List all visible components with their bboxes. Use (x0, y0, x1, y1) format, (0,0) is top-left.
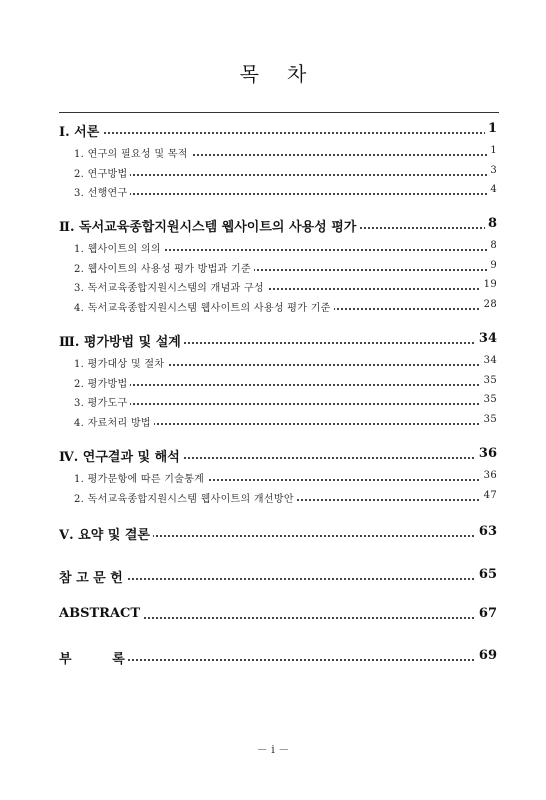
page-title (0, 58, 546, 87)
entry-label: 참 고 문 헌 (59, 567, 126, 586)
toc-subsection-3-4 (0, 414, 546, 434)
entry-page-number: 69 (476, 648, 497, 663)
entry-label: Ⅲ. 평가방법 및 설계 (59, 331, 184, 350)
entry-label: ABSTRACT (59, 606, 143, 621)
entry-page-number: 35 (481, 394, 497, 405)
dot-leader (74, 403, 494, 405)
title-right: 차 (287, 62, 307, 86)
entry-page-number: 34 (481, 355, 497, 366)
entry-page-number: 34 (476, 331, 497, 346)
toc-section-2 (0, 216, 546, 236)
page-number-footer: － i － (256, 743, 290, 756)
title-left: 목 (239, 62, 259, 86)
entry-label: 4. 독서교육종합지원시스템 웹사이트의 사용성 평가 기준 (74, 299, 334, 314)
entry-label: 2. 웹사이트의 사용성 평가 방법과 기준 (74, 260, 254, 275)
toc-extra-3 (0, 648, 546, 668)
entry-page-number: 65 (476, 567, 497, 582)
entry-page-number: 3 (487, 165, 497, 176)
entry-page-number: 1 (487, 145, 497, 156)
entry-page-number: 47 (481, 490, 497, 501)
entry-page-number: 4 (487, 184, 497, 195)
entry-page-number: 63 (476, 524, 497, 539)
top-rule (59, 112, 499, 113)
entry-page-number: 9 (487, 260, 497, 271)
dot-leader (74, 174, 494, 176)
toc-subsection-2-1 (0, 240, 546, 260)
toc-extra-1 (0, 567, 546, 587)
entry-page-number: 19 (481, 279, 497, 290)
toc-section-3 (0, 331, 546, 351)
toc-subsection-4-1 (0, 470, 546, 490)
toc-subsection-3-2 (0, 375, 546, 395)
entry-label: 3. 평가도구 (74, 394, 130, 409)
toc-subsection-2-3 (0, 279, 546, 299)
toc-subsection-1-2 (0, 165, 546, 185)
toc-subsection-2-4 (0, 299, 546, 319)
toc-subsection-2-2 (0, 260, 546, 280)
entry-page-number: 36 (481, 470, 497, 481)
dot-leader (74, 193, 494, 195)
entry-label: 1. 웹사이트의 의의 (74, 240, 164, 255)
entry-page-number: 67 (476, 606, 497, 621)
toc-subsection-4-2 (0, 490, 546, 510)
entry-label: 3. 선행연구 (74, 184, 130, 199)
toc-section-5 (0, 524, 546, 544)
entry-label: 1. 연구의 필요성 및 목적 (74, 145, 191, 160)
entry-label: 2. 연구방법 (74, 165, 130, 180)
entry-page-number: 1 (485, 121, 497, 136)
toc-subsection-3-3 (0, 394, 546, 414)
toc-section-1 (0, 121, 546, 141)
entry-label: 1. 평가문항에 따른 기술통계 (74, 470, 207, 485)
entry-label: 4. 자료처리 방법 (74, 414, 154, 429)
toc-subsection-3-1 (0, 355, 546, 375)
entry-label: 부 록 (59, 648, 128, 667)
entry-label: 3. 독서교육종합지원시스템의 개념과 구성 (74, 279, 267, 294)
entry-label: Ⅴ. 요약 및 결론 (59, 524, 153, 543)
entry-page-number: 36 (476, 446, 497, 461)
toc-subsection-1-1 (0, 145, 546, 165)
entry-label: 2. 독서교육종합지원시스템 웹사이트의 개선방안 (74, 490, 297, 505)
entry-label: 2. 평가방법 (74, 375, 130, 390)
entry-label: Ⅱ. 독서교육종합지원시스템 웹사이트의 사용성 평가 (59, 216, 359, 235)
entry-page-number: 35 (481, 375, 497, 386)
toc-extra-2 (0, 606, 546, 626)
entry-page-number: 28 (481, 299, 497, 310)
entry-page-number: 35 (481, 414, 497, 425)
entry-label: Ⅳ. 연구결과 및 해석 (59, 446, 183, 465)
toc-subsection-1-3 (0, 184, 546, 204)
toc-section-4 (0, 446, 546, 466)
entry-page-number: 8 (487, 240, 497, 251)
entry-label: 1. 평가대상 및 절차 (74, 355, 167, 370)
dot-leader (74, 384, 494, 386)
entry-page-number: 8 (485, 216, 497, 231)
dot-leader (59, 132, 494, 134)
entry-label: Ⅰ. 서론 (59, 121, 102, 140)
